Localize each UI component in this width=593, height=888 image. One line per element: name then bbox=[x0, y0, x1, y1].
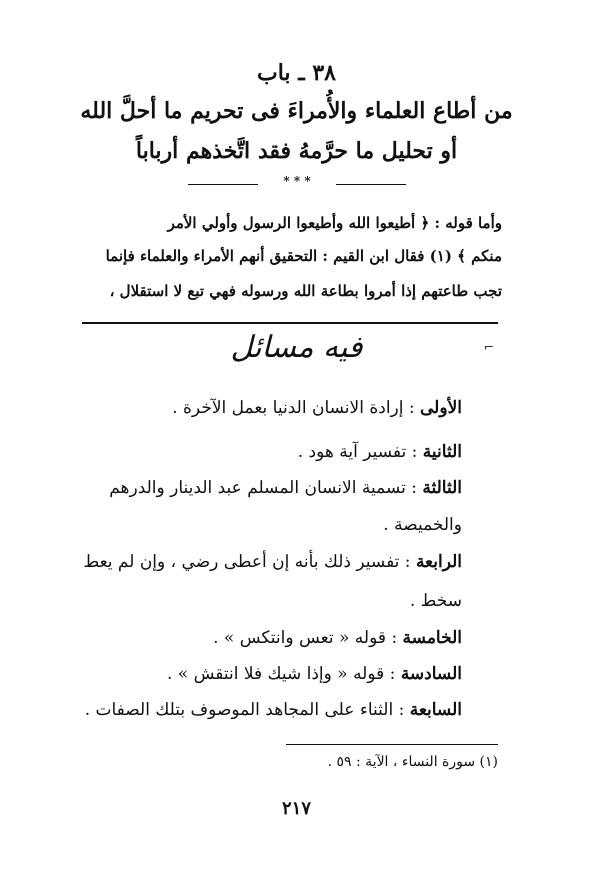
issue-item bbox=[70, 664, 462, 684]
issue-lead: الثالثة bbox=[422, 478, 462, 498]
ornament-mark: ⌐ bbox=[484, 340, 495, 354]
chapter-title-line-2: أو تحليل ما حرَّمهُ فقد اتَّخذهم أرباباً bbox=[135, 138, 458, 164]
chapter-number: ٣٨ ـ باب bbox=[257, 60, 336, 86]
issue-lead: السادسة bbox=[400, 664, 462, 684]
issue-text: : قوله « وإذا شيك فلا انتقش » . bbox=[166, 664, 401, 684]
issue-lead: السابعة bbox=[409, 700, 462, 720]
issue-text: : تفسير آية هود . bbox=[297, 442, 423, 462]
issue-continuation: والخميصة . bbox=[383, 515, 462, 535]
issue-continuation: سخط . bbox=[409, 591, 462, 611]
divider-stars: * * * bbox=[283, 174, 311, 188]
issue-text: : قوله « تعس وانتكس » . bbox=[213, 628, 403, 648]
page-number: ٢١٧ bbox=[281, 798, 311, 819]
chapter-title-line-1: من أطاع العلماء والأُمراءَ فى تحريم ما أحلَّ الله bbox=[80, 98, 513, 124]
issue-text: : الثناء على المجاهد الموصوف بتلك الصفات . bbox=[84, 700, 410, 720]
issue-text: : إرادة الانسان الدنيا بعمل الآخرة . bbox=[172, 398, 421, 418]
section-heading: فيه مسائل bbox=[230, 330, 363, 365]
issue-lead: الثانية bbox=[422, 442, 462, 462]
issue-text: : تفسير ذلك بأنه إن أعطى رضي ، وإن لم يعط bbox=[83, 552, 416, 572]
issue-item bbox=[70, 628, 462, 648]
divider-line-right bbox=[336, 184, 406, 185]
issue-lead: الرابعة bbox=[415, 552, 462, 572]
paragraph-line: وأما قوله : ﴿ أطيعوا الله وأطيعوا الرسول وأولي الأمر bbox=[167, 214, 502, 232]
issue-item bbox=[70, 552, 462, 572]
issue-item bbox=[70, 398, 462, 418]
issue-item bbox=[70, 700, 462, 720]
issue-lead: الأولى bbox=[420, 398, 462, 418]
issue-text: : تسمية الانسان المسلم عبد الدينار والدرهم bbox=[109, 478, 423, 498]
footnote: (١) سورة النساء ، الآية : ٥٩ . bbox=[327, 754, 498, 770]
issue-item bbox=[70, 478, 462, 498]
section-rule bbox=[82, 322, 498, 324]
issue-lead: الخامسة bbox=[402, 628, 462, 648]
issue-item bbox=[70, 442, 462, 462]
paragraph-line: منكم ﴾ (١) فقال ابن القيم : التحقيق أنهم الأمراء والعلماء فإنما bbox=[105, 247, 502, 265]
footnote-rule bbox=[286, 744, 498, 745]
ornament-divider bbox=[188, 176, 406, 192]
paragraph-line: تجب طاعتهم إذا أمروا بطاعة الله ورسوله فهي تبع لا استقلال ، bbox=[109, 282, 502, 300]
